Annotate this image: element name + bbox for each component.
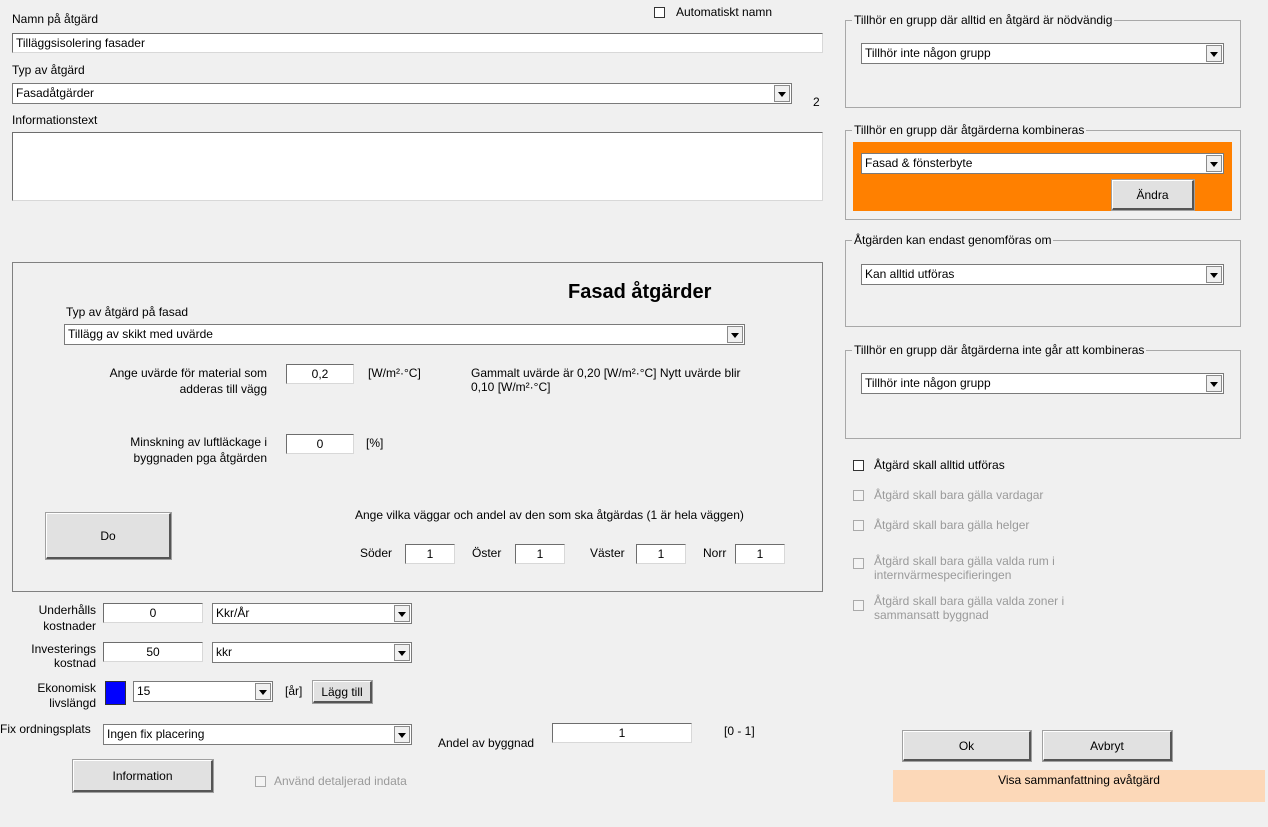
maint-label-line1: Underhålls [38,603,96,617]
condition-select[interactable] [861,264,1224,285]
wall-west-label: Väster [590,546,625,560]
zones-checkbox[interactable] [853,600,864,611]
life-value: 15 [137,684,151,698]
cancel-button[interactable]: Avbryt [1043,731,1172,761]
uvalue-unit: [W/m²·°C] [368,366,421,380]
chevron-down-icon[interactable] [1206,45,1222,62]
uvalue-label-line2: adderas till vägg [179,382,267,396]
action-type-label: Typ av åtgärd [12,63,85,77]
ok-button[interactable]: Ok [903,731,1031,761]
share-label: Andel av byggnad [438,736,535,750]
leak-label-line1: Minskning av luftläckage i [130,435,267,449]
uvalue-info-line1: Gammalt uvärde är 0,20 [W/m²·°C] Nytt uvärde blir [471,366,741,380]
weekdays-checkbox[interactable] [853,490,864,501]
wall-west-input[interactable]: 1 [636,544,686,564]
detailed-input-checkbox[interactable] [255,776,266,787]
always-label: Åtgärd skall alltid utföras [874,458,1005,472]
action-type-select[interactable] [12,83,792,104]
facade-type-value: Tillägg av skikt med uvärde [68,327,213,341]
chevron-down-icon[interactable] [1206,375,1222,392]
zones-label-line2: sammansatt byggnad [874,608,989,622]
summary-link[interactable]: Visa sammanfattning avåtgärd [893,770,1265,802]
auto-name-checkbox[interactable] [654,7,665,18]
invest-cost-input[interactable]: 50 [103,642,203,662]
wall-south-input[interactable]: 1 [405,544,455,564]
combined-group-select[interactable] [861,153,1224,174]
leak-label-line2: byggnaden pga åtgärden [133,451,267,465]
action-name-input[interactable]: Tilläggsisolering fasader [12,33,823,53]
required-group-box [845,13,1241,108]
add-button[interactable]: Lägg till [313,681,372,703]
information-button[interactable]: Information [73,760,213,792]
required-group-select[interactable] [861,43,1224,64]
maint-unit-value: Kkr/År [216,606,250,620]
required-group-value: Tillhör inte någon grupp [865,46,991,60]
uvalue-label-line1: Ange uvärde för material som [109,366,267,380]
chevron-down-icon[interactable] [255,683,271,700]
weekends-checkbox[interactable] [853,520,864,531]
auto-name-label: Automatiskt namn [676,5,773,19]
exclusive-group-legend: Tillhör en grupp där åtgärderna inte går att kombineras [854,343,1145,357]
rooms-label-line2: internvärmespecifieringen [874,568,1012,582]
exclusive-group-box [845,343,1241,439]
detailed-input-label: Använd detaljerad indata [274,774,407,788]
chevron-down-icon[interactable] [1206,155,1222,172]
wall-east-label: Öster [472,546,502,560]
combined-group-value: Fasad & fönsterbyte [865,156,973,170]
life-select[interactable] [133,681,273,702]
chevron-down-icon[interactable] [774,85,790,102]
life-unit: [år] [285,684,303,698]
order-select[interactable] [103,724,412,745]
invest-label-line1: Investerings [31,642,96,656]
walls-label: Ange vilka väggar och andel av den som ska åtgärdas (1 är hela väggen) [355,508,744,522]
weekends-label: Åtgärd skall bara gälla helger [874,518,1030,532]
life-color-swatch[interactable] [105,681,126,705]
exclusive-group-select[interactable] [861,373,1224,394]
required-group-legend: Tillhör en grupp där alltid en åtgärd är nödvändig [854,13,1113,27]
leak-unit: [%] [366,436,384,450]
condition-group-legend: Åtgärden kan endast genomföras om [854,233,1052,247]
weekdays-label: Åtgärd skall bara gälla vardagar [874,488,1044,502]
rooms-checkbox[interactable] [853,558,864,569]
maint-unit-select[interactable] [212,603,412,624]
change-button[interactable]: Ändra [1112,180,1194,210]
wall-east-input[interactable]: 1 [515,544,565,564]
chevron-down-icon[interactable] [394,726,410,743]
order-value: Ingen fix placering [107,727,205,741]
condition-value: Kan alltid utföras [865,267,955,281]
facade-title: Fasad åtgärder [568,281,712,303]
facade-type-select[interactable] [64,324,745,345]
action-name-label: Namn på åtgärd [12,12,99,26]
facade-type-label: Typ av åtgärd på fasad [66,305,189,319]
zones-label-line1: Åtgärd skall bara gälla valda zoner i [874,594,1065,608]
leak-input[interactable]: 0 [286,434,354,454]
invest-label-line2: kostnad [53,656,96,670]
do-button[interactable]: Do [46,513,171,559]
order-label: Fix ordningsplats [0,722,91,736]
share-input[interactable]: 1 [552,723,692,743]
uvalue-input[interactable]: 0,2 [286,364,354,384]
chevron-down-icon[interactable] [394,605,410,622]
chevron-down-icon[interactable] [727,326,743,343]
action-type-count: 2 [813,95,820,109]
life-label-line1: Ekonomisk [37,681,96,695]
share-range: [0 - 1] [724,724,755,738]
chevron-down-icon[interactable] [1206,266,1222,283]
combined-group-legend: Tillhör en grupp där åtgärderna kombineras [854,123,1085,137]
action-type-value: Fasadåtgärder [16,86,95,100]
exclusive-group-value: Tillhör inte någon grupp [865,376,991,390]
invest-unit-select[interactable] [212,642,412,663]
wall-north-label: Norr [703,546,727,560]
maint-label-line2: kostnader [43,619,96,633]
wall-south-label: Söder [360,546,393,560]
chevron-down-icon[interactable] [394,644,410,661]
invest-unit-value: kkr [216,645,232,659]
uvalue-info-line2: 0,10 [W/m²·°C] [471,380,551,394]
wall-north-input[interactable]: 1 [735,544,785,564]
always-checkbox[interactable] [853,460,864,471]
info-text-label: Informationstext [12,113,98,127]
maint-cost-input[interactable]: 0 [103,603,203,623]
rooms-label-line1: Åtgärd skall bara gälla valda rum i [874,554,1055,568]
life-label-line2: livslängd [49,696,96,710]
info-text-area[interactable] [12,132,823,201]
